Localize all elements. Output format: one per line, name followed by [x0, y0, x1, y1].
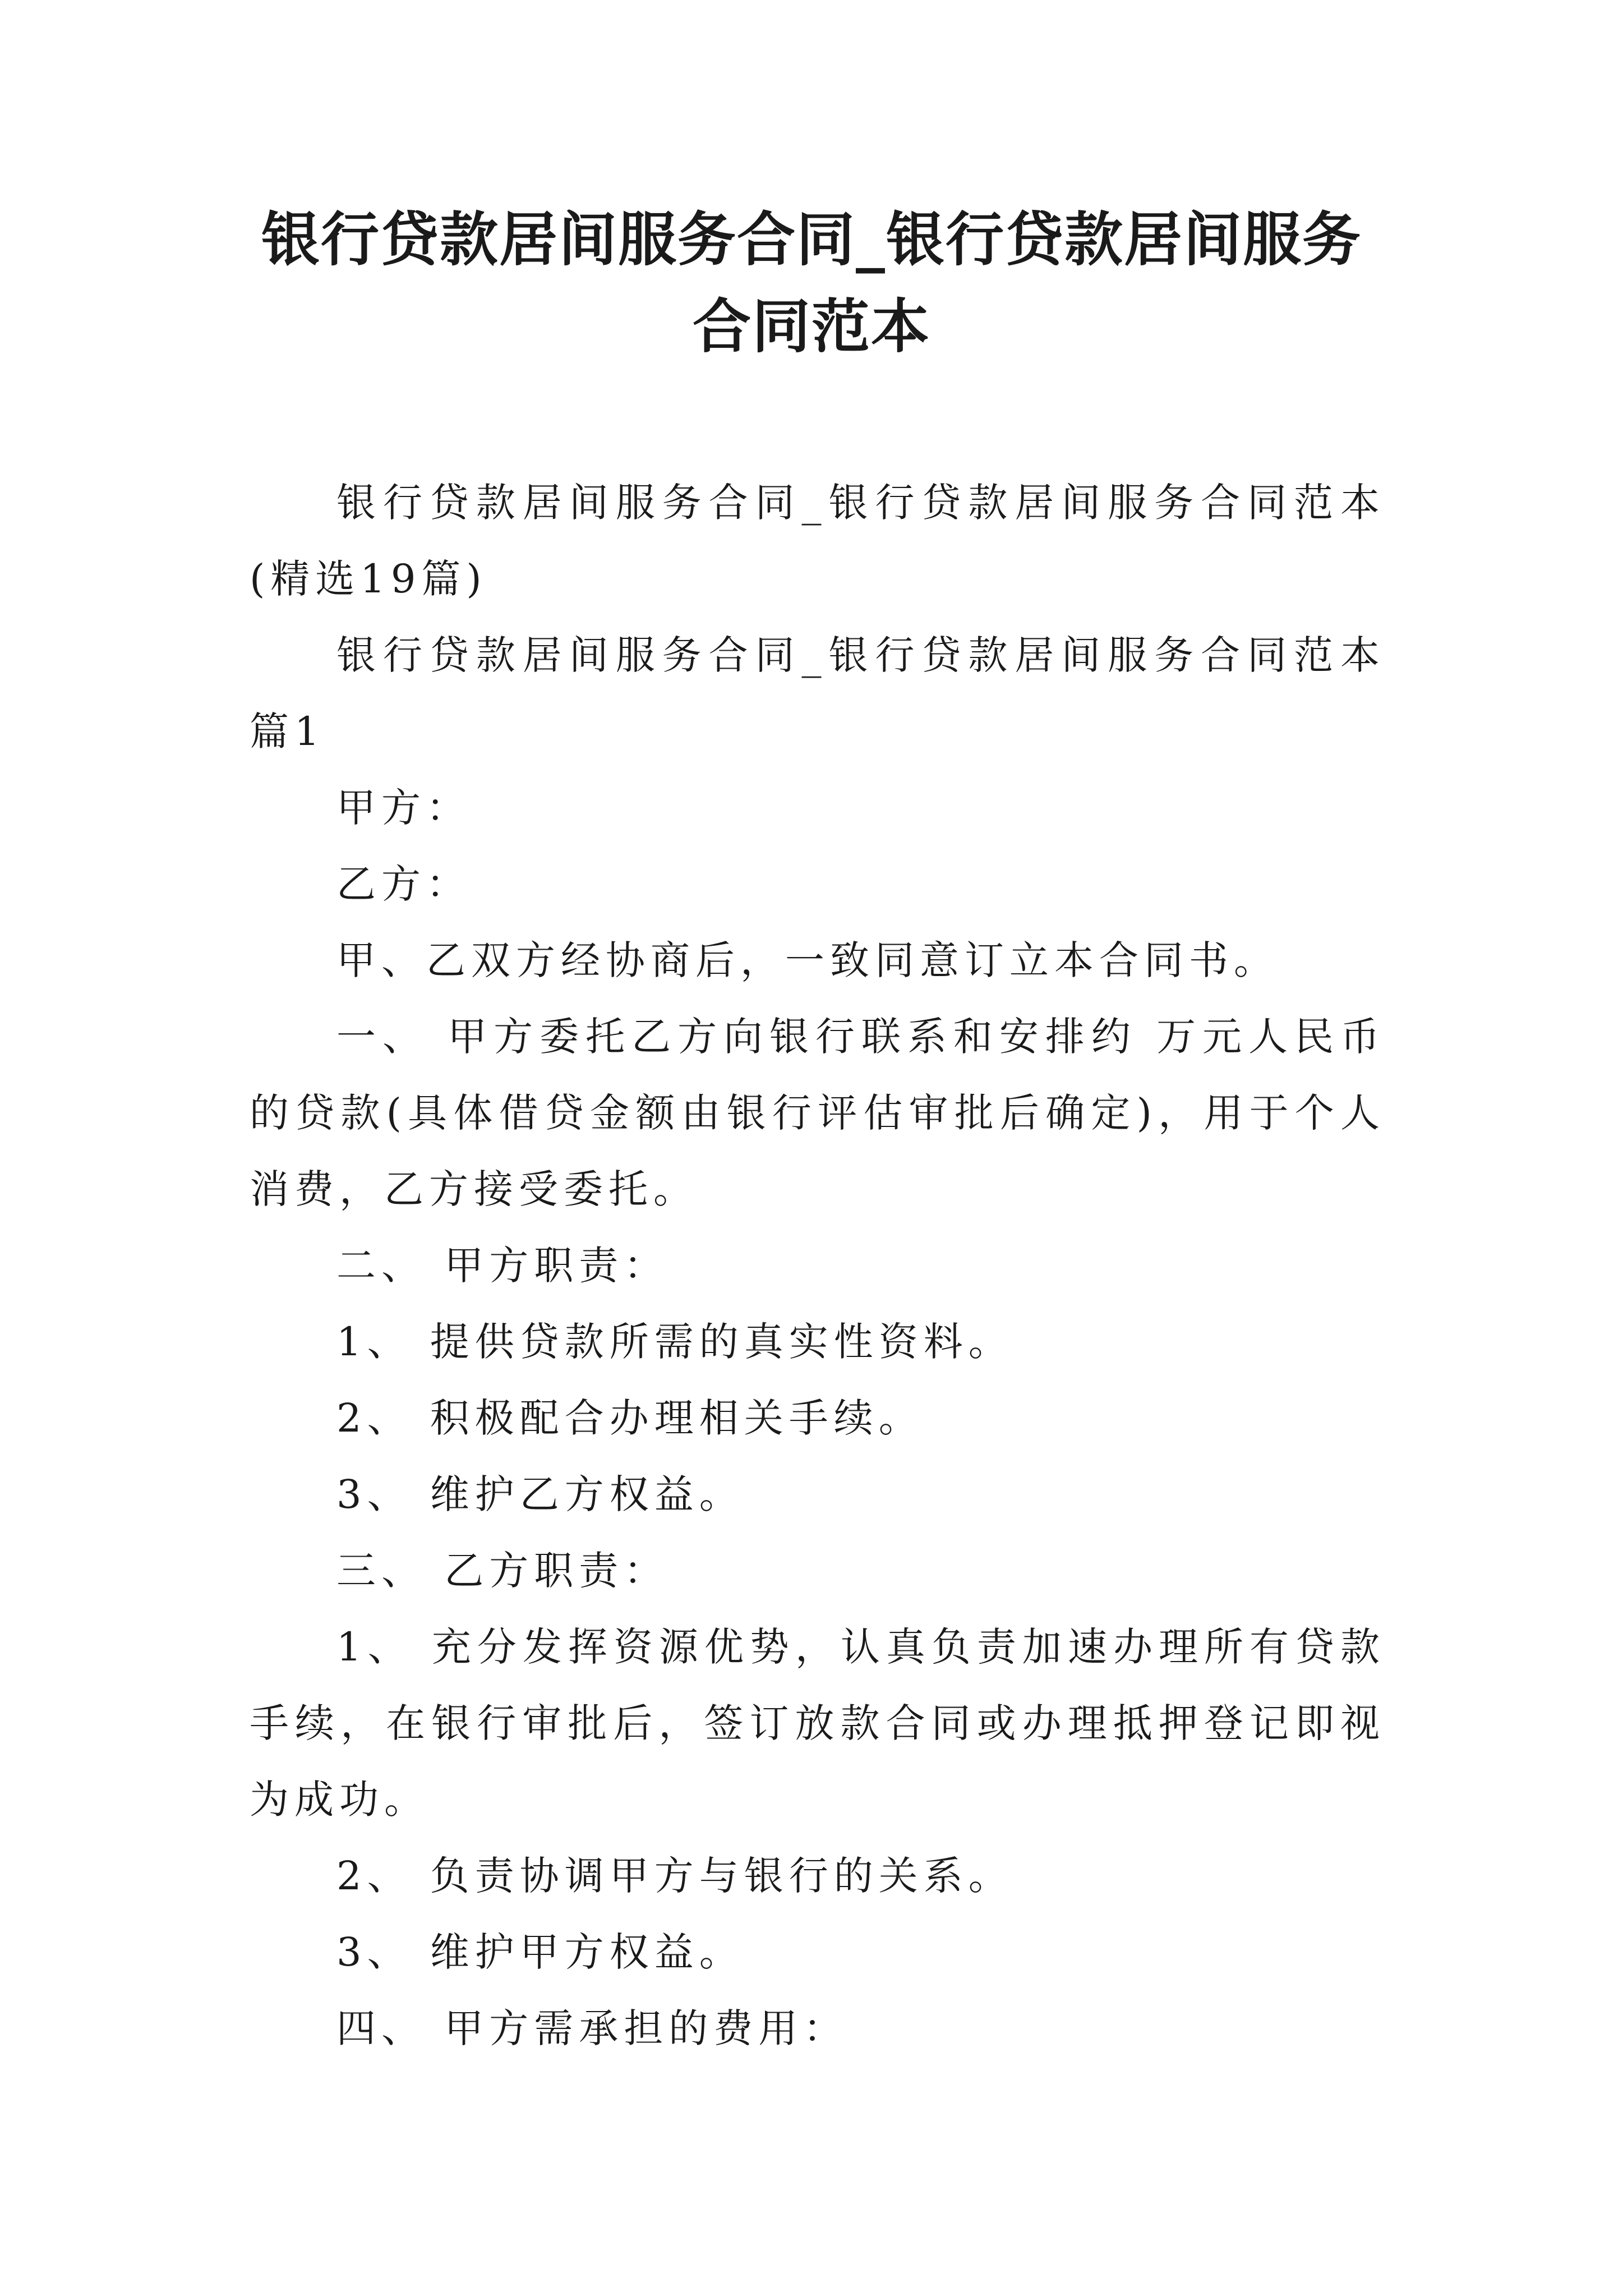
paragraph-clause-3-item-2: 2、 负责协调甲方与银行的关系。 [336, 1853, 1013, 1899]
paragraph-clause-2-heading: 二、 甲方职责： [336, 1243, 669, 1289]
paragraph-intro: 银行贷款居间服务合同_银行贷款居间服务合同范本(精选19篇) [250, 480, 1385, 602]
document-title: 银行贷款居间服务合同_银行贷款居间服务合同范本 [261, 205, 1362, 361]
paragraph-clause-3-item-1: 1、 充分发挥资源优势，认真负责加速办理所有贷款手续，在银行审批后，签订放款合同或办理抵押登记即视为成功。 [250, 1624, 1385, 1823]
paragraph-agreement: 甲、乙双方经协商后，一致同意订立本合同书。 [336, 937, 1279, 983]
paragraph-clause-2-item-3: 3、 维护乙方权益。 [336, 1471, 744, 1517]
paragraph-clause-3-heading: 三、 乙方职责： [336, 1548, 669, 1594]
paragraph-clause-2-item-1: 1、 提供贷款所需的真实性资料。 [336, 1319, 1013, 1365]
document-body [250, 464, 1385, 2067]
paragraph-party-b: 乙方： [336, 861, 471, 907]
paragraph-clause-1: 一、 甲方委托乙方向银行联系和安排约 万元人民币的贷款(具体借贷金额由银行评估审批后确定)，用于个人消费，乙方接受委托。 [250, 1014, 1385, 1212]
paragraph-clause-3-item-3: 3、 维护甲方权益。 [336, 1929, 744, 1975]
paragraph-section-heading: 银行贷款居间服务合同_银行贷款居间服务合同范本篇1 [250, 632, 1385, 754]
paragraph-party-a: 甲方： [336, 785, 471, 831]
paragraph-clause-4-heading: 四、 甲方需承担的费用： [336, 2005, 849, 2051]
paragraph-clause-2-item-2: 2、 积极配合办理相关手续。 [336, 1395, 924, 1441]
